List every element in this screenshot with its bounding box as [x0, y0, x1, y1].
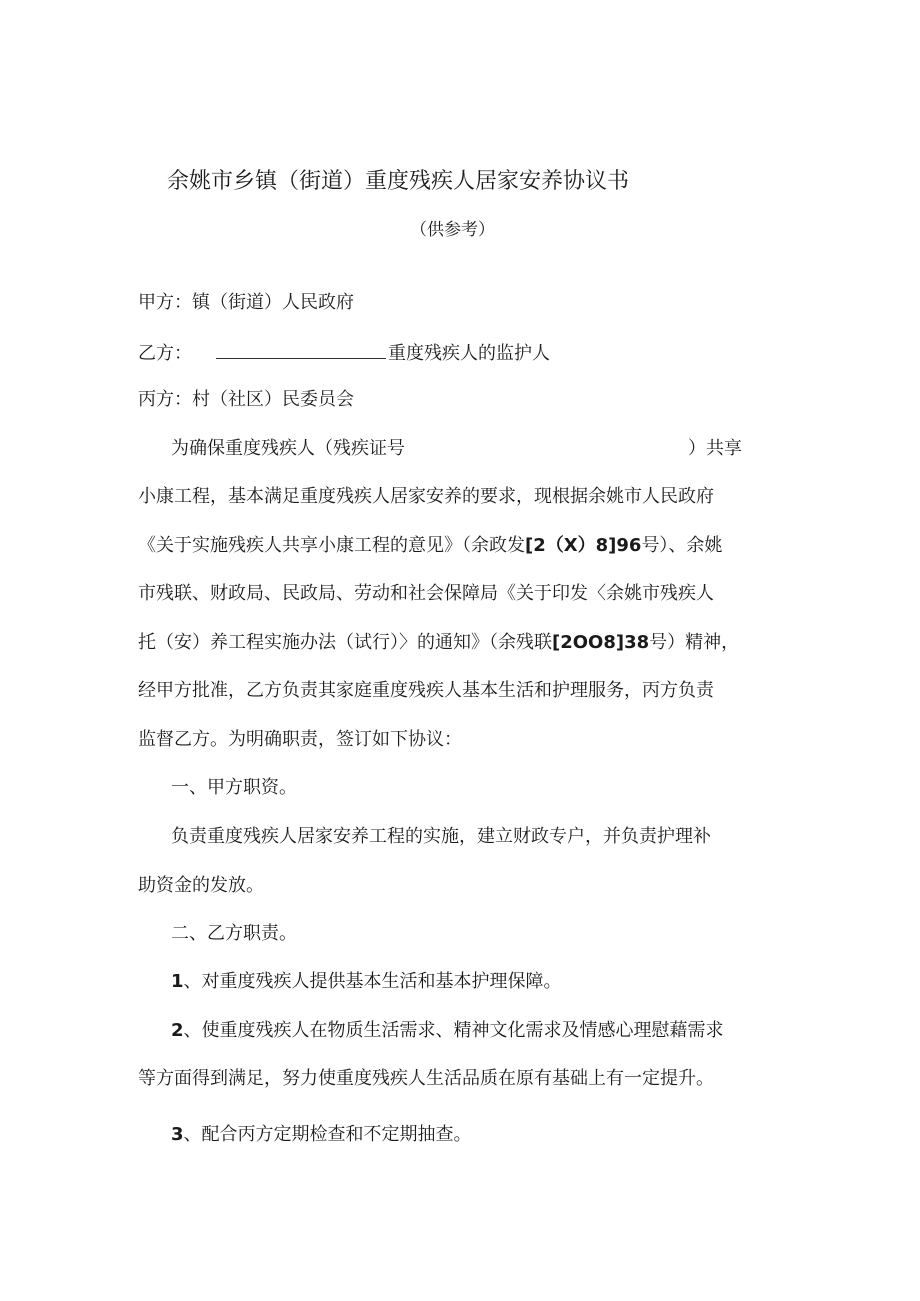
section-1-line-2: 助资金的发放。: [138, 875, 264, 896]
item-2: [171, 1020, 724, 1042]
item-2-number: 2: [171, 1020, 184, 1041]
intro-line-3-c: 号）、余姚: [641, 535, 723, 556]
party-b-suffix: 重度残疾人的监护人: [388, 343, 550, 364]
item-1-number: 1: [171, 971, 184, 992]
document-title: 余姚市乡镇（街道）重度残疾人居家安养协议书: [167, 169, 630, 194]
document-subtitle: （供参考）: [410, 220, 495, 240]
item-2-line-2: 等方面得到满足，努力使重度残疾人生活品质在原有基础上有一定提升。: [138, 1068, 714, 1089]
item-1: [171, 971, 562, 993]
intro-line-4: 市残联、财政局、民政局、劳动和社会保障局《关于印发〈余姚市残疾人: [138, 583, 714, 604]
item-3: [171, 1124, 472, 1146]
document-number-1: [2（X）8]96: [525, 535, 642, 556]
intro-start: 为确保重度残疾人（残疾证号: [171, 438, 405, 459]
intro-line-7: 监督乙方。为明确职责，签订如下协议：: [138, 729, 462, 750]
section-1-heading: 一、甲方职资。: [171, 777, 297, 798]
item-3-number: 3: [171, 1124, 184, 1145]
intro-line-3: [138, 535, 722, 557]
party-b: [138, 341, 550, 365]
intro-line-5: [138, 632, 739, 654]
intro-end: ）共享: [688, 438, 742, 459]
intro-line-2: 小康工程，基本满足重度残疾人居家安养的要求，现根据余姚市人民政府: [138, 486, 714, 507]
intro-line-5-c: 号）精神，: [649, 632, 740, 653]
item-3-text: 、配合丙方定期检查和不定期抽查。: [183, 1124, 472, 1145]
party-a: 甲方：镇（街道）人民政府: [138, 292, 354, 313]
party-c: 丙方：村（社区）民委员会: [138, 389, 354, 410]
item-1-text: 、对重度残疾人提供基本生活和基本护理保障。: [183, 971, 562, 992]
guardian-name-blank: [216, 341, 386, 359]
section-2-heading: 二、乙方职责。: [171, 923, 297, 944]
intro-line-1: [171, 438, 742, 460]
party-b-label: 乙方：: [138, 343, 192, 364]
document-number-2: [2OO8]38: [552, 632, 650, 653]
item-2-text: 、使重度残疾人在物质生活需求、精神文化需求及情感心理慰藉需求: [183, 1020, 724, 1041]
section-1-line-1: 负责重度残疾人居家安养工程的实施，建立财政专户，并负责护理补: [171, 826, 711, 847]
intro-line-5-a: 托（安）养工程实施办法（试行）〉的通知》（余残联: [138, 632, 552, 653]
intro-line-3-a: 《关于实施残疾人共享小康工程的意见》（余政发: [138, 535, 525, 556]
intro-line-6: 经甲方批准，乙方负责其家庭重度残疾人基本生活和护理服务，丙方负责: [138, 680, 714, 701]
